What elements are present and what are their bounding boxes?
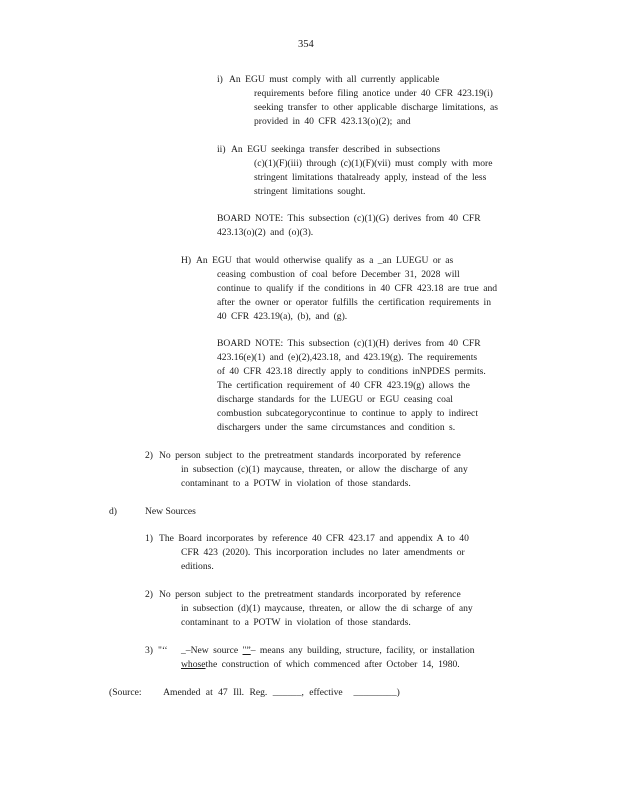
item-d1-marker: 1)	[145, 533, 153, 544]
page-number: 354	[298, 39, 314, 50]
item-ii-line-3: stringent limitations thatalready apply, instead of the less	[254, 172, 487, 183]
item-c2-line-3: contaminant to a POTW in violation of those standards.	[181, 478, 411, 489]
board-note-g-line-2: 423.13(o)(2) and (o)(3).	[217, 227, 314, 238]
board-note-h-line-7: dischargers under the same circumstances and condition s.	[217, 422, 456, 433]
item-d3-definition: – means any building, structure, facility, or installation	[250, 645, 475, 656]
item-d3-line-2	[181, 658, 460, 672]
item-h-marker: H)	[181, 255, 192, 266]
item-d3-marker: 3)	[145, 645, 153, 656]
item-d2-marker: 2)	[145, 589, 153, 600]
item-ii-marker: ii)	[217, 144, 226, 155]
item-ii-line-4: stringent limitations sought.	[254, 186, 366, 197]
item-ii-line-2: (c)(1)(F)(iii) through (c)(1)(F)(vii) must comply with more	[254, 158, 493, 169]
source-note	[109, 686, 400, 700]
item-d1-line-2: CFR 423 (2020). This incorporation includes no later amendments or	[181, 547, 465, 558]
item-h-line-4: after the owner or operator fulfills the certification requirements in	[217, 297, 491, 308]
board-note-h-line-4: The certification requirement of 40 CFR 423.19(g) allows the	[217, 380, 470, 391]
board-note-h-line-6: combustion subcategorycontinue to continue to apply to indirect	[217, 408, 478, 419]
item-h-line-3: continue to qualify if the conditions in 40 CFR 423.18 are true and	[217, 283, 498, 294]
item-d3-line-1	[181, 644, 475, 658]
item-i-line-3: seeking transfer to other applicable discharge limitations, as	[254, 102, 499, 113]
source-close: )	[396, 687, 400, 698]
item-d3-inserted-word: whose	[181, 659, 206, 670]
source-label: (Source:	[109, 687, 142, 698]
section-d-heading: New Sources	[145, 506, 196, 517]
item-d1-line-1: The Board incorporates by reference 40 CFR 423.17 and appendix A to 40	[159, 533, 469, 544]
item-d2-line-1: No person subject to the pretreatment standards incorporated by reference	[159, 589, 461, 600]
item-c2-line-2: in subsection (c)(1) maycause, threaten, or allow the discharge of any	[181, 464, 468, 475]
source-blank-date: _________	[353, 687, 397, 698]
item-d3-struck-quote: "”	[242, 645, 251, 656]
item-d1-line-3: editions.	[181, 561, 214, 572]
item-d3-line-2-text: the construction of which commenced after October 14, 1980.	[205, 659, 460, 670]
item-ii-line-1: An EGU seekinga transfer described in subsections	[231, 144, 441, 155]
board-note-h-line-3: of 40 CFR 423.18 directly apply to conditions inNPDES permits.	[217, 366, 486, 377]
item-h-line-2: ceasing combustion of coal before December 31, 2028 will	[217, 269, 460, 280]
source-blank-register: ______	[272, 687, 302, 698]
board-note-g-line-1: BOARD NOTE: This subsection (c)(1)(G) derives from 40 CFR	[217, 213, 481, 224]
source-effective: , effective	[301, 687, 343, 698]
item-c2-line-1: No person subject to the pretreatment standards incorporated by reference	[159, 450, 461, 461]
item-d2-line-2: in subsection (d)(1) maycause, threaten, or allow the di scharge of any	[181, 603, 473, 614]
board-note-h-line-1: BOARD NOTE: This subsection (c)(1)(H) derives from 40 CFR	[217, 338, 481, 349]
item-d2-line-3: contaminant to a POTW in violation of those standards.	[181, 617, 411, 628]
item-i-marker: i)	[217, 74, 223, 85]
source-amended: Amended at 47 Ill. Reg.	[163, 687, 268, 698]
item-i-line-1: An EGU must comply with all currently applicable	[229, 74, 440, 85]
item-h-line-5: 40 CFR 423.19(a), (b), and (g).	[217, 311, 348, 322]
item-h-line-1: An EGU that would otherwise qualify as a _an LUEGU or as	[196, 255, 454, 266]
item-d3-prefix: _–New source	[181, 645, 243, 656]
board-note-h-line-5: discharge standards for the LUEGU or EGU ceasing coal	[217, 394, 453, 405]
item-i-line-2: requirements before filing anotice under 40 CFR 423.19(i)	[254, 88, 493, 99]
item-d3-quote-mark: "‘‘	[158, 645, 168, 656]
item-i-line-4: provided in 40 CFR 423.13(o)(2); and	[254, 116, 411, 127]
board-note-h-line-2: 423.16(e)(1) and (e)(2),423.18, and 423.19(g). The requirements	[217, 352, 478, 363]
section-d-marker: d)	[109, 506, 117, 517]
item-c2-marker: 2)	[145, 450, 153, 461]
